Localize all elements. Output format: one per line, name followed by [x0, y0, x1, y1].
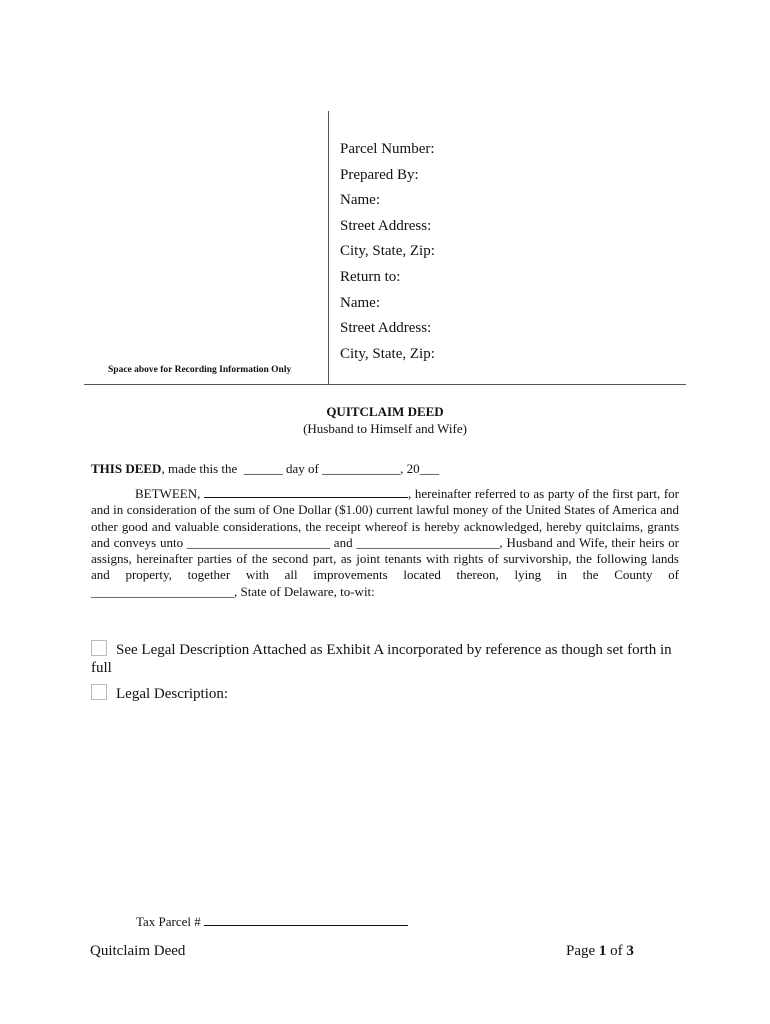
- recording-space-note: Space above for Recording Information Only: [108, 365, 292, 375]
- deed-title: QUITCLAIM DEED: [326, 404, 444, 419]
- of-label: of: [610, 943, 623, 959]
- day-of-text: day of: [286, 461, 319, 476]
- return-street-label: Street Address:: [340, 320, 432, 336]
- prepared-by-label: Prepared By:: [340, 167, 419, 183]
- deed-subtitle: (Husband to Himself and Wife): [303, 421, 467, 436]
- made-this-text: , made this the: [161, 461, 238, 476]
- tax-parcel-line: [136, 913, 408, 930]
- return-city-label: City, State, Zip:: [340, 346, 435, 362]
- day-blank[interactable]: ______: [243, 461, 283, 476]
- parcel-number-label: Parcel Number:: [340, 141, 435, 157]
- year-blank[interactable]: , 20___: [400, 461, 440, 476]
- survivorship-text: , Husband and Wife, their heirs or assigns, hereinafter parties of the second part, as joint tenants with rights of survivorship, the following lands and property, together with all improvements located thereon, lying in the County of: [91, 534, 680, 583]
- legal-description-label: Legal Description:: [116, 686, 229, 702]
- recording-divider-horizontal: [84, 384, 686, 385]
- tax-parcel-blank[interactable]: [204, 913, 408, 926]
- county-blank[interactable]: ______________________: [91, 583, 234, 599]
- consideration-text: , hereinafter referred to as party of the first part, for and in consideration of the sum of One Dollar ($1.00) current lawful money of the United States of America and other good and valuable considerations, the receipt whereof is hereby acknowledged, hereby quitclaims, grants and conveys unto: [91, 486, 680, 550]
- between-text: BETWEEN,: [135, 486, 201, 501]
- total-pages: 3: [626, 943, 634, 959]
- preparer-city-label: City, State, Zip:: [340, 243, 435, 259]
- return-name-label: Name:: [340, 295, 380, 311]
- return-to-label: Return to:: [340, 269, 401, 285]
- and-text: and: [333, 534, 353, 550]
- current-page: 1: [598, 943, 607, 959]
- preparer-street-label: Street Address:: [340, 218, 432, 234]
- state-text: , State of Delaware, to-wit:: [234, 583, 375, 599]
- recording-divider-vertical: [328, 111, 329, 385]
- grantee-1-blank[interactable]: ______________________: [186, 534, 330, 550]
- footer-page-number: [566, 943, 634, 960]
- page-label: Page: [566, 943, 596, 959]
- this-deed-label: THIS DEED: [91, 461, 162, 476]
- tax-parcel-label: Tax Parcel #: [136, 914, 201, 929]
- exhibit-a-label: See Legal Description Attached as Exhibit A incorporated by reference as though set forth in full: [91, 642, 672, 676]
- deed-date-line: [91, 461, 439, 477]
- deed-body-paragraph: [91, 486, 679, 600]
- month-blank[interactable]: ____________: [322, 461, 401, 476]
- grantor-blank[interactable]: [204, 486, 408, 498]
- grantee-2-blank[interactable]: ______________________: [356, 534, 500, 550]
- legal-description-checkbox[interactable]: [91, 684, 107, 700]
- footer-document-title: Quitclaim Deed: [90, 943, 186, 959]
- preparer-name-label: Name:: [340, 192, 380, 208]
